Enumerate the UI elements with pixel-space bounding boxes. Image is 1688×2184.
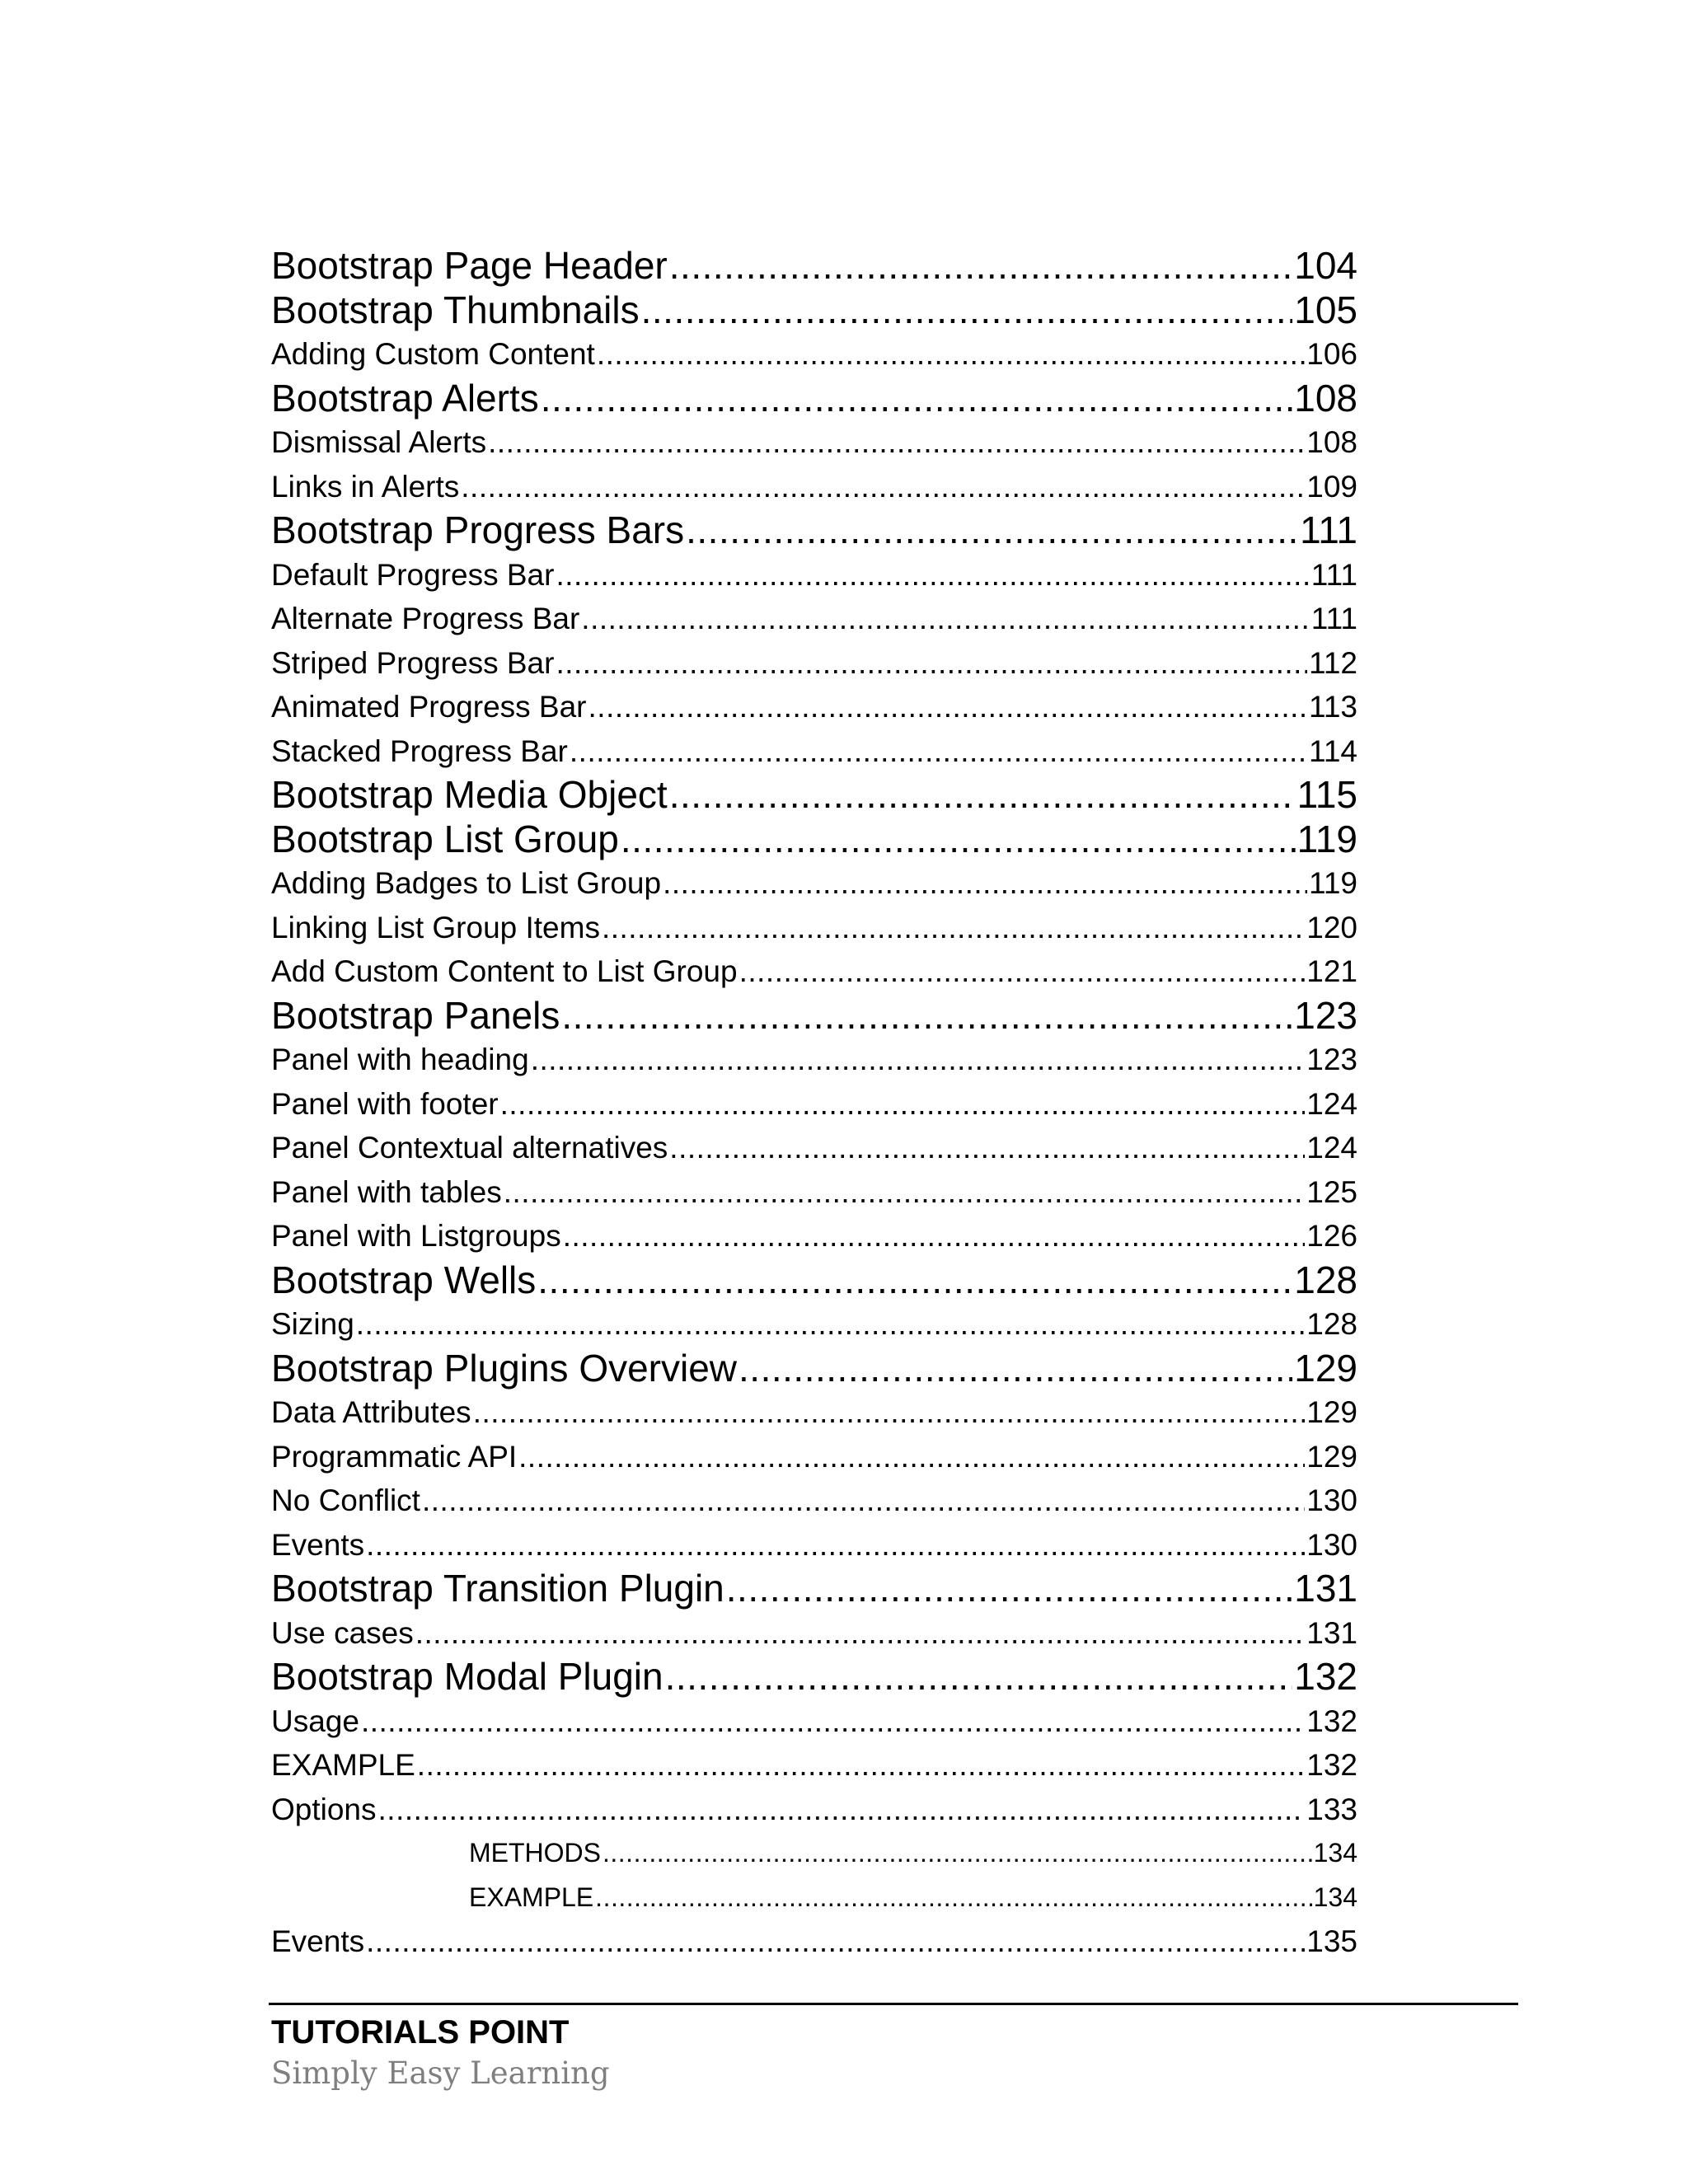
- toc-entry[interactable]: [271, 553, 1357, 598]
- toc-entry[interactable]: [271, 288, 1357, 333]
- toc-entry-page: 109: [1306, 469, 1357, 504]
- footer-brand: TUTORIALS POINT: [271, 2014, 570, 2050]
- toc-entry-title: Stacked Progress Bar: [271, 733, 568, 768]
- toc-entry-page: 132: [1294, 1655, 1357, 1698]
- toc-dot-leader: [415, 1611, 1306, 1656]
- toc-entry-page: 131: [1306, 1615, 1357, 1650]
- toc-dot-leader: [739, 949, 1306, 994]
- toc-dot-leader: [504, 1170, 1306, 1215]
- toc-dot-leader: [537, 1258, 1292, 1303]
- toc-entry[interactable]: [271, 1919, 1357, 1964]
- toc-dot-leader: [570, 729, 1307, 774]
- toc-entry-page: 132: [1306, 1748, 1357, 1782]
- toc-entry-page: 129: [1306, 1395, 1357, 1429]
- toc-entry[interactable]: [271, 1082, 1357, 1127]
- toc-entry-page: 111: [1311, 557, 1357, 592]
- toc-dot-leader: [595, 1876, 1311, 1920]
- toc-entry-title: Events: [271, 1527, 365, 1562]
- toc-entry[interactable]: [271, 949, 1357, 994]
- toc-entry-page: 112: [1309, 645, 1357, 680]
- toc-entry-page: 128: [1306, 1307, 1357, 1341]
- toc-dot-leader: [669, 244, 1292, 288]
- toc-entry-page: 128: [1294, 1258, 1357, 1301]
- toc-entry-title: Use cases: [271, 1615, 414, 1650]
- toc-entry-page: 129: [1306, 1439, 1357, 1474]
- toc-entry[interactable]: [271, 1611, 1357, 1656]
- toc-entry-page: 111: [1300, 509, 1357, 551]
- toc-entry-page: 123: [1294, 993, 1357, 1037]
- toc-dot-leader: [500, 1082, 1306, 1127]
- toc-entry-title: Usage: [271, 1704, 359, 1738]
- toc-entry-title: Bootstrap Page Header: [271, 244, 668, 287]
- toc-dot-leader: [621, 818, 1296, 862]
- toc-entry-title: Options: [271, 1792, 377, 1826]
- toc-entry-page: 120: [1306, 910, 1357, 944]
- toc-entry-page: 111: [1311, 602, 1357, 635]
- toc-entry-page: 108: [1294, 376, 1357, 419]
- toc-entry-title: Adding Badges to List Group: [271, 866, 662, 900]
- toc-entry[interactable]: [271, 773, 1357, 818]
- toc-entry-page: 124: [1306, 1131, 1357, 1165]
- toc-dot-leader: [669, 773, 1296, 818]
- toc-dot-leader: [417, 1743, 1305, 1788]
- toc-dot-leader: [603, 1831, 1312, 1876]
- toc-entry[interactable]: [271, 1126, 1357, 1170]
- toc-dot-leader: [366, 1523, 1305, 1568]
- toc-entry[interactable]: [271, 1523, 1357, 1568]
- table-of-contents: [271, 244, 1357, 1964]
- toc-entry-title: Bootstrap Panels: [271, 993, 560, 1037]
- toc-entry-title: Bootstrap Transition Plugin: [271, 1567, 724, 1610]
- toc-entry[interactable]: [271, 1302, 1357, 1347]
- toc-entry[interactable]: [271, 1699, 1357, 1744]
- toc-entry-page: 105: [1294, 288, 1357, 331]
- toc-entry-page: 131: [1294, 1567, 1357, 1610]
- toc-entry-page: 108: [1306, 425, 1357, 459]
- toc-entry[interactable]: [271, 1435, 1357, 1479]
- toc-dot-leader: [541, 377, 1293, 421]
- toc-entry[interactable]: [271, 729, 1357, 774]
- toc-entry-page: 104: [1294, 244, 1357, 287]
- toc-entry-title: Bootstrap Thumbnails: [271, 288, 640, 331]
- toc-dot-leader: [556, 641, 1307, 686]
- toc-entry-page: 119: [1296, 817, 1357, 860]
- toc-entry-page: 113: [1309, 690, 1357, 724]
- toc-entry-page: 106: [1306, 337, 1357, 371]
- toc-entry[interactable]: [271, 1655, 1357, 1699]
- toc-entry[interactable]: [271, 420, 1357, 465]
- toc-entry[interactable]: [271, 244, 1357, 288]
- toc-entry[interactable]: [271, 377, 1357, 421]
- toc-entry[interactable]: [271, 509, 1357, 553]
- toc-entry-title: Bootstrap Media Object: [271, 773, 668, 816]
- toc-dot-leader: [641, 288, 1293, 333]
- toc-dot-leader: [488, 420, 1305, 465]
- toc-dot-leader: [588, 685, 1307, 729]
- toc-entry[interactable]: [271, 1876, 1357, 1920]
- toc-entry-page: 114: [1309, 733, 1357, 768]
- toc-entry-title: Data Attributes: [271, 1395, 471, 1429]
- toc-entry-title: Panel with tables: [271, 1174, 502, 1209]
- toc-entry-page: 135: [1306, 1924, 1357, 1958]
- toc-dot-leader: [366, 1919, 1305, 1964]
- toc-entry-page: 125: [1306, 1174, 1357, 1209]
- toc-dot-leader: [473, 1390, 1306, 1435]
- toc-entry[interactable]: [271, 465, 1357, 509]
- toc-dot-leader: [665, 1655, 1293, 1699]
- toc-entry-title: METHODS: [469, 1838, 601, 1868]
- toc-entry-page: 133: [1306, 1792, 1357, 1826]
- toc-entry-title: Panel with heading: [271, 1043, 529, 1076]
- toc-entry-page: 129: [1294, 1346, 1357, 1390]
- toc-entry-title: Panel with Listgroups: [271, 1219, 561, 1253]
- toc-dot-leader: [726, 1567, 1292, 1611]
- toc-entry[interactable]: [271, 861, 1357, 906]
- toc-dot-leader: [422, 1479, 1305, 1523]
- toc-dot-leader: [461, 465, 1305, 509]
- toc-entry-title: Default Progress Bar: [271, 557, 555, 592]
- toc-entry[interactable]: [271, 1390, 1357, 1435]
- toc-entry-title: Animated Progress Bar: [271, 690, 587, 724]
- toc-entry-page: 124: [1306, 1086, 1357, 1121]
- toc-entry[interactable]: [271, 818, 1357, 862]
- toc-entry-page: 134: [1313, 1838, 1357, 1868]
- toc-entry-title: Panel with footer: [271, 1086, 499, 1121]
- toc-entry[interactable]: [271, 1788, 1357, 1832]
- toc-entry-page: 130: [1306, 1527, 1357, 1562]
- toc-dot-leader: [531, 1038, 1306, 1082]
- toc-entry-title: No Conflict: [271, 1483, 420, 1517]
- toc-entry-title: Bootstrap Modal Plugin: [271, 1655, 663, 1698]
- toc-entry-page: 121: [1306, 954, 1357, 988]
- toc-entry-title: Programmatic API: [271, 1439, 518, 1474]
- toc-entry-title: Linking List Group Items: [271, 910, 600, 944]
- toc-dot-leader: [361, 1699, 1305, 1744]
- toc-entry[interactable]: [271, 685, 1357, 729]
- toc-dot-leader: [356, 1302, 1305, 1347]
- toc-entry-title: EXAMPLE: [469, 1882, 594, 1912]
- footer-divider: [269, 2003, 1518, 2005]
- toc-entry-title: Bootstrap Progress Bars: [271, 509, 685, 551]
- toc-entry-title: Bootstrap List Group: [271, 817, 619, 860]
- toc-entry[interactable]: [271, 641, 1357, 686]
- toc-entry[interactable]: [271, 597, 1357, 641]
- toc-entry-page: 123: [1306, 1043, 1357, 1076]
- toc-dot-leader: [563, 1214, 1306, 1258]
- toc-entry-page: 132: [1306, 1704, 1357, 1738]
- toc-dot-leader: [597, 332, 1305, 377]
- toc-dot-leader: [378, 1788, 1306, 1832]
- toc-dot-leader: [663, 861, 1307, 906]
- toc-entry[interactable]: [271, 1567, 1357, 1611]
- toc-dot-leader: [686, 509, 1298, 553]
- toc-entry-page: 130: [1306, 1483, 1357, 1517]
- toc-entry-title: Alternate Progress Bar: [271, 602, 580, 635]
- toc-dot-leader: [669, 1126, 1305, 1170]
- toc-entry-title: Sizing: [271, 1307, 354, 1341]
- toc-entry-title: Bootstrap Alerts: [271, 376, 539, 419]
- toc-entry-title: Panel Contextual alternatives: [271, 1131, 668, 1165]
- toc-dot-leader: [518, 1435, 1305, 1479]
- toc-entry-title: Striped Progress Bar: [271, 645, 555, 680]
- toc-entry[interactable]: [271, 1258, 1357, 1303]
- toc-entry-title: Adding Custom Content: [271, 337, 595, 371]
- toc-entry[interactable]: [271, 1214, 1357, 1258]
- toc-entry-title: Dismissal Alerts: [271, 425, 487, 459]
- toc-dot-leader: [561, 994, 1292, 1038]
- toc-entry[interactable]: [271, 906, 1357, 950]
- toc-entry-title: Events: [271, 1924, 365, 1958]
- toc-dot-leader: [602, 906, 1305, 950]
- toc-entry[interactable]: [271, 332, 1357, 377]
- toc-entry-page: 115: [1296, 773, 1357, 816]
- toc-entry-page: 134: [1313, 1882, 1357, 1912]
- toc-entry[interactable]: [271, 1479, 1357, 1523]
- toc-dot-leader: [556, 553, 1309, 598]
- toc-entry-title: Links in Alerts: [271, 469, 460, 504]
- toc-entry-page: 119: [1309, 866, 1357, 900]
- toc-entry-title: Bootstrap Wells: [271, 1258, 537, 1301]
- toc-entry-page: 126: [1306, 1219, 1357, 1253]
- footer-tagline: Simply Easy Learning: [271, 2055, 610, 2091]
- toc-entry[interactable]: [271, 994, 1357, 1038]
- toc-entry-title: EXAMPLE: [271, 1748, 415, 1782]
- toc-dot-leader: [581, 597, 1309, 641]
- toc-entry-title: Add Custom Content to List Group: [271, 954, 738, 988]
- toc-entry[interactable]: [271, 1170, 1357, 1215]
- toc-entry[interactable]: [271, 1347, 1357, 1391]
- toc-entry[interactable]: [271, 1743, 1357, 1788]
- toc-entry[interactable]: [271, 1831, 1357, 1876]
- toc-entry[interactable]: [271, 1038, 1357, 1082]
- toc-entry-title: Bootstrap Plugins Overview: [271, 1346, 738, 1390]
- toc-dot-leader: [738, 1347, 1292, 1391]
